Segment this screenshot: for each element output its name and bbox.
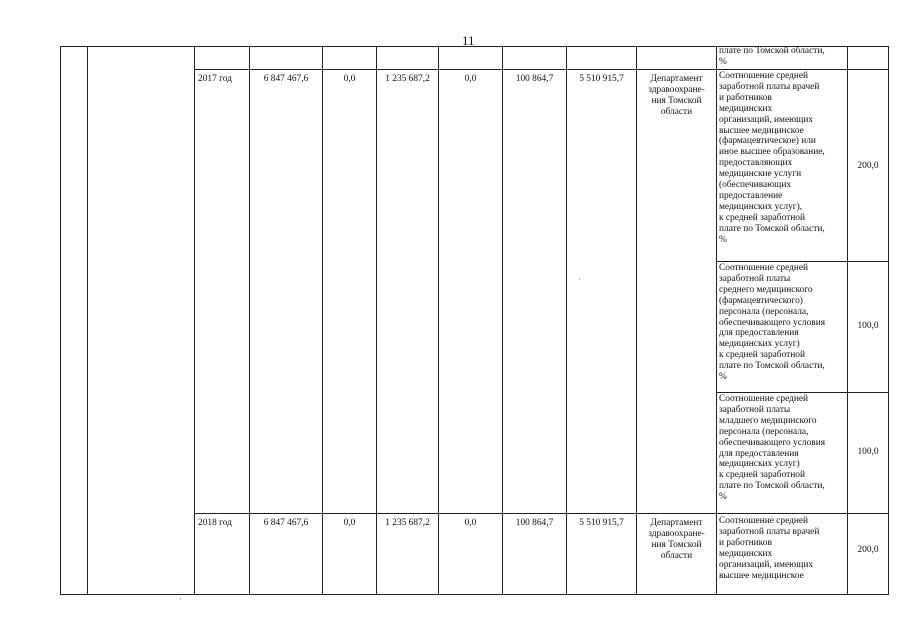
indicator-value: 200,0 [857, 161, 879, 171]
cell-value: 0,0 [343, 518, 356, 528]
cell-value: 0,0 [343, 74, 356, 84]
indicator-text: Соотношение средней заработной платы младшего медицинского персонала (персонала, обеспечивающего условия для предоставления медицинских услуг) к средней заработной плате по Томской области, % [719, 394, 826, 503]
cell-value: 5 510 915,7 [579, 518, 624, 528]
cell-value: 6 847 467,6 [263, 74, 309, 84]
cell-value: 5 510 915,7 [579, 74, 624, 84]
cell-value: 1 235 687,2 [385, 74, 430, 84]
cell-value: 0,0 [464, 518, 477, 528]
indicator-value: 100,0 [857, 321, 879, 331]
scan-speck: · [578, 274, 581, 284]
scan-speck: · [179, 594, 182, 604]
cell-value: 1 235 687,2 [385, 518, 430, 528]
department-cell: Департамент здравоохране- ния Томской области [648, 74, 705, 117]
row-year: 2018 год [198, 518, 232, 528]
cell-value: 0,0 [464, 74, 477, 84]
cell-value: 6 847 467,6 [263, 518, 309, 528]
indicator-value: 100,0 [857, 447, 879, 457]
cell-value: 100 864,7 [515, 74, 554, 84]
page-number: 11 [462, 33, 475, 48]
indicator-text: Соотношение средней заработной платы врачей и работников медицинских организаций, имеющих высшее медицинское (фармацевтическое) или иное высшее образование, предоставляющих медицинские услуги (обеспечивающих предоставление медицинских услуг), к средней заработной плате по Томской области, % [719, 71, 825, 245]
department-cell: Департамент здравоохране- ния Томской области [648, 518, 705, 561]
indicator-value: 200,0 [857, 545, 879, 555]
cell-value: 100 864,7 [515, 518, 554, 528]
indicator-text: Соотношение средней заработной платы среднего медицинского (фармацевтического) персонала (персонала, обеспечивающего условия для предоставления медицинских услуг) к средней заработной плате по Томской области, % [719, 263, 826, 383]
top-fragment-text: плате по Томской области, % [719, 46, 825, 67]
indicator-text: Соотношение средней заработной платы врачей и работников медицинских организаций, имеющих высшее медицинское [719, 516, 820, 581]
row-year: 2017 год [198, 74, 232, 84]
